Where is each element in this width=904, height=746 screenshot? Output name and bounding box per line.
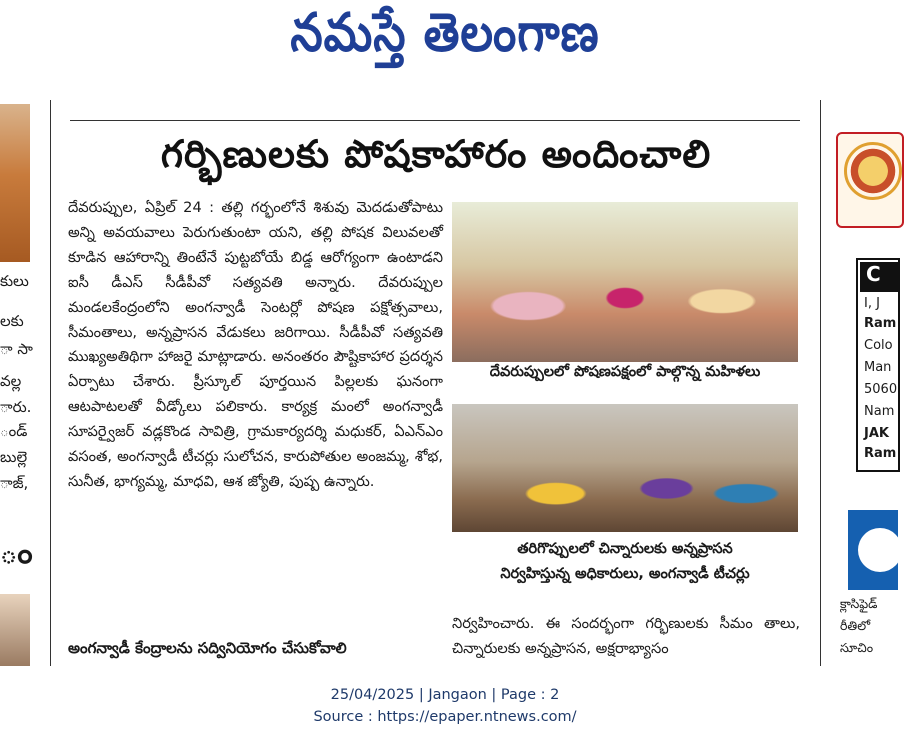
neighbor-text: లకు bbox=[0, 312, 24, 330]
ad-text: 5060 bbox=[864, 382, 898, 397]
photo-caption bbox=[450, 537, 800, 587]
neighbor-text: ా సా bbox=[0, 340, 33, 358]
headline-rule bbox=[70, 120, 800, 121]
neighbor-text: వల్ల bbox=[0, 372, 22, 390]
neighbor-photo bbox=[0, 104, 30, 262]
classifieds-seal-logo bbox=[836, 132, 904, 228]
neighbor-headline: ం bbox=[0, 536, 33, 571]
ad-text: Man bbox=[864, 360, 892, 375]
article-paragraph: దేవరుప్పుల, ఏప్రిల్ 24 : తల్లి గర్భంలోనే శిశువు మెదడుతోపాటు అన్ని అవయవాలు పెరుగుతుంటా యని, తల్లి పోషక విలువలతో కూడిన ఆహారాన్ని తింటేనే పుట్టబోయే బిడ్డ ఆరోగ్యంగా ఉంటాడని ఐసీ డీఎస్ సీడీపీవో సత్యవతి అన్నారు. దేవరుప్పుల మండలకేంద్రంలోని అంగన్వాడీ సెంటర్లో పోషణ పక్షోత్సవాలు, సీమంతాలు, అన్నప్రాసన వేడుకలు జరిగాయి. సీడీపీవో సత్యవతి ముఖ్యఅతిథిగా హాజరై మాట్లాడారు. అనంతరం పౌష్టికాహార ప్రదర్శన ఏర్పాటు చేశారు. ప్రీస్కూల్ పూర్తయిన పిల్లలకు ఘనంగా ఆటపాటలతో వీడ్కోలు పలికారు. కార్యక్ర మంలో అంగన్వాడీ సూపర్వైజర్ వడ్లకొండ సావిత్రి, గ్రామకార్యదర్శి మధుకర్, ఏఎన్ఎం వసంత, అంగన్వాడీ టీచర్లు సులోచన, కారుపోతుల అంజమ్మ, శోభ, సునీత, భాగ్యమ్మ, మాధవి, ఆశ జ్యోతి, పుష్ప ఉన్నారు. bbox=[68, 199, 443, 490]
ad-title: C bbox=[860, 262, 900, 292]
column-divider bbox=[820, 100, 821, 666]
neighbor-text: ాజ్, bbox=[0, 474, 29, 492]
caption-line: తరిగొప్పులలో చిన్నారులకు అన్నప్రాసన bbox=[517, 541, 733, 557]
ad-text: క్లాసిఫైడ్ bbox=[840, 596, 878, 611]
article-headline: గర్భిణులకు పోషకాహారం అందించాలి bbox=[160, 132, 712, 176]
masthead bbox=[0, 0, 890, 96]
article-paragraph: నిర్వహించారు. ఈ సందర్భంగా గర్భిణులకు సీమం తాలు, చిన్నారులకు అన్నప్రాసన, అక్షరాభ్యాసం bbox=[452, 615, 800, 657]
neighbor-text: ారు. bbox=[0, 398, 32, 416]
ad-text: Ram bbox=[864, 316, 897, 331]
article-continuation bbox=[452, 612, 800, 662]
ad-text: Colo bbox=[864, 338, 893, 353]
ad-text: Nam bbox=[864, 404, 895, 419]
source-url: Source : https://epaper.ntnews.com/ bbox=[313, 709, 577, 725]
ad-text: రీతిలో bbox=[840, 618, 871, 633]
left-neighbor-article bbox=[0, 96, 32, 666]
newspaper-clipping bbox=[0, 96, 898, 666]
neighbor-photo bbox=[0, 594, 30, 666]
article-body bbox=[68, 196, 443, 495]
ad-text: సూచిం bbox=[840, 640, 874, 655]
photo-caption: దేవరుప్పులలో పోషణపక్షంలో పాల్గొన్న మహిళలు bbox=[489, 364, 761, 380]
neighbor-text: కులు bbox=[0, 272, 29, 290]
right-neighbor-ads bbox=[832, 96, 898, 666]
event-photo-devaruppula bbox=[452, 202, 798, 362]
ad-banner bbox=[848, 510, 898, 590]
ad-text: Ram bbox=[864, 446, 897, 461]
ad-text: I, J bbox=[864, 296, 880, 311]
neighbor-text: బుల్లె bbox=[0, 448, 28, 466]
caption-line: నిర్వహిస్తున్న అధికారులు, అంగన్వాడీ టీచర్లు bbox=[500, 566, 750, 582]
neighbor-text: ండ్ bbox=[0, 422, 28, 440]
source-footer bbox=[0, 684, 890, 728]
ad-text: JAK bbox=[864, 426, 889, 441]
date-edition-page: 25/04/2025 | Jangaon | Page : 2 bbox=[330, 687, 560, 703]
classified-ad-box bbox=[856, 258, 900, 472]
article-subhead: అంగన్వాడీ కేంద్రాలను సద్వినియోగం చేసుకోవాలి bbox=[68, 639, 347, 657]
column-divider bbox=[50, 100, 51, 666]
newspaper-logo: నమస్తే తెలంగాణ bbox=[290, 1, 600, 64]
event-photo-tarigoppula bbox=[452, 404, 798, 532]
